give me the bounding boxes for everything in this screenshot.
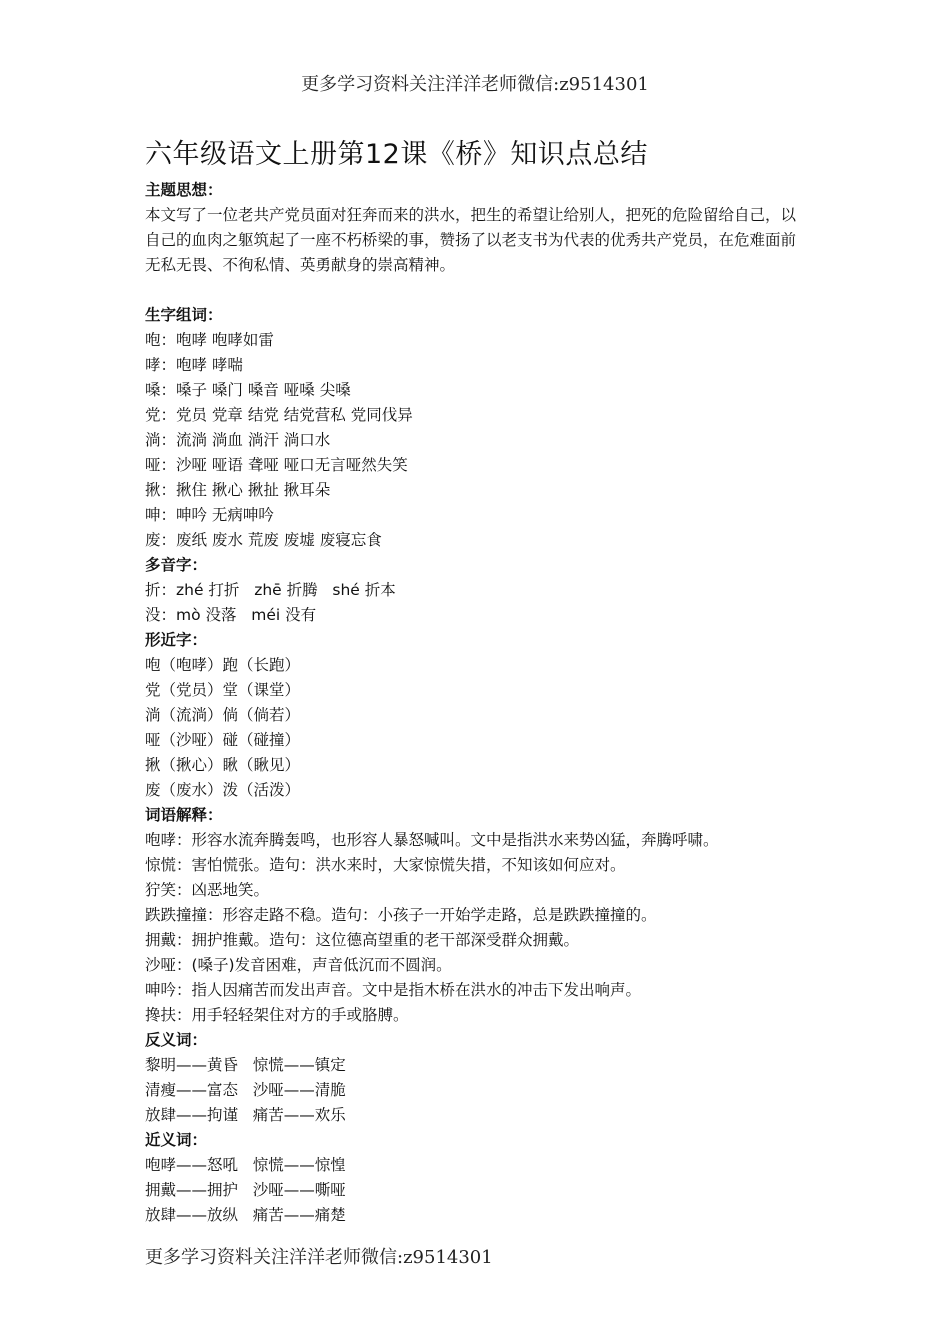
synonym-item: 拥戴——拥护 沙哑——嘶哑	[145, 1181, 346, 1199]
section-heading-theme: 主题思想：	[145, 181, 223, 199]
explain-item: 呻吟：指人因痛苦而发出声音。文中是指木桥在洪水的冲击下发出响声。	[145, 981, 642, 999]
similar-item: 废（废水）泼（活泼）	[145, 781, 301, 799]
word-item: 哮：咆哮 哮喘	[145, 356, 243, 374]
word-item: 党：党员 党章 结党 结党营私 党同伐异	[145, 406, 413, 424]
antonym-item: 放肆——拘谨 痛苦——欢乐	[145, 1106, 346, 1124]
polyphone-item: 没：mò 没落 méi 没有	[145, 606, 317, 624]
page-title: 六年级语文上册第12课《桥》知识点总结	[145, 139, 648, 170]
theme-paragraph: 本文写了一位老共产党员面对狂奔而来的洪水，把生的希望让给别人，把死的危险留给自己，以自己的血肉之躯筑起了一座不朽桥梁的事，赞扬了以老支书为代表的优秀共产党员，在危难面前无私无畏、不徇私情、英勇献身的崇高精神。	[145, 206, 797, 274]
polyphone-item: 折：zhé 打折 zhē 折腾 shé 折本	[145, 581, 396, 599]
word-item: 淌：流淌 淌血 淌汗 淌口水	[145, 431, 331, 449]
explain-item: 咆哮：形容水流奔腾轰鸣，也形容人暴怒喊叫。文中是指洪水来势凶猛，奔腾呼啸。	[145, 831, 719, 849]
word-item: 咆：咆哮 咆哮如雷	[145, 331, 274, 349]
explain-item: 拥戴：拥护推戴。造句：这位德高望重的老干部深受群众拥戴。	[145, 931, 580, 949]
word-item: 呻：呻吟 无病呻吟	[145, 506, 274, 524]
document-body	[145, 178, 825, 1228]
spacer	[145, 278, 825, 303]
similar-item: 党（党员）堂（课堂）	[145, 681, 301, 699]
word-item: 废：废纸 废水 荒废 废墟 废寝忘食	[145, 531, 382, 549]
explain-item: 狞笑：凶恶地笑。	[145, 881, 270, 899]
explain-item: 跌跌撞撞：形容走路不稳。造句：小孩子一开始学走路，总是跌跌撞撞的。	[145, 906, 657, 924]
word-item: 哑：沙哑 哑语 聋哑 哑口无言哑然失笑	[145, 456, 408, 474]
explain-item: 沙哑：(嗓子)发音困难，声音低沉而不圆润。	[145, 956, 452, 974]
explain-item: 搀扶：用手轻轻架住对方的手或胳膊。	[145, 1006, 409, 1024]
page-header-watermark: 更多学习资料关注洋洋老师微信:z9514301	[301, 74, 649, 95]
section-heading-synonyms: 近义词：	[145, 1131, 208, 1149]
section-heading-antonyms: 反义词：	[145, 1031, 208, 1049]
word-item: 嗓：嗓子 嗓门 嗓音 哑嗓 尖嗓	[145, 381, 351, 399]
synonym-item: 放肆——放纵 痛苦——痛楚	[145, 1206, 346, 1224]
word-item: 揪：揪住 揪心 揪扯 揪耳朵	[145, 481, 331, 499]
section-heading-explain: 词语解释：	[145, 806, 223, 824]
antonym-item: 黎明——黄昏 惊慌——镇定	[145, 1056, 346, 1074]
synonym-item: 咆哮——怒吼 惊慌——惊惶	[145, 1156, 346, 1174]
similar-item: 揪（揪心）瞅（瞅见）	[145, 756, 301, 774]
explain-item: 惊慌：害怕慌张。造句：洪水来时，大家惊慌失措，不知该如何应对。	[145, 856, 626, 874]
similar-item: 咆（咆哮）跑（长跑）	[145, 656, 301, 674]
section-heading-words: 生字组词：	[145, 306, 223, 324]
page-footer-watermark: 更多学习资料关注洋洋老师微信:z9514301	[145, 1247, 493, 1268]
antonym-item: 清瘦——富态 沙哑——清脆	[145, 1081, 346, 1099]
similar-item: 淌（流淌）倘（倘若）	[145, 706, 301, 724]
section-heading-polyphones: 多音字：	[145, 556, 208, 574]
similar-item: 哑（沙哑）碰（碰撞）	[145, 731, 301, 749]
section-heading-similar: 形近字：	[145, 631, 208, 649]
